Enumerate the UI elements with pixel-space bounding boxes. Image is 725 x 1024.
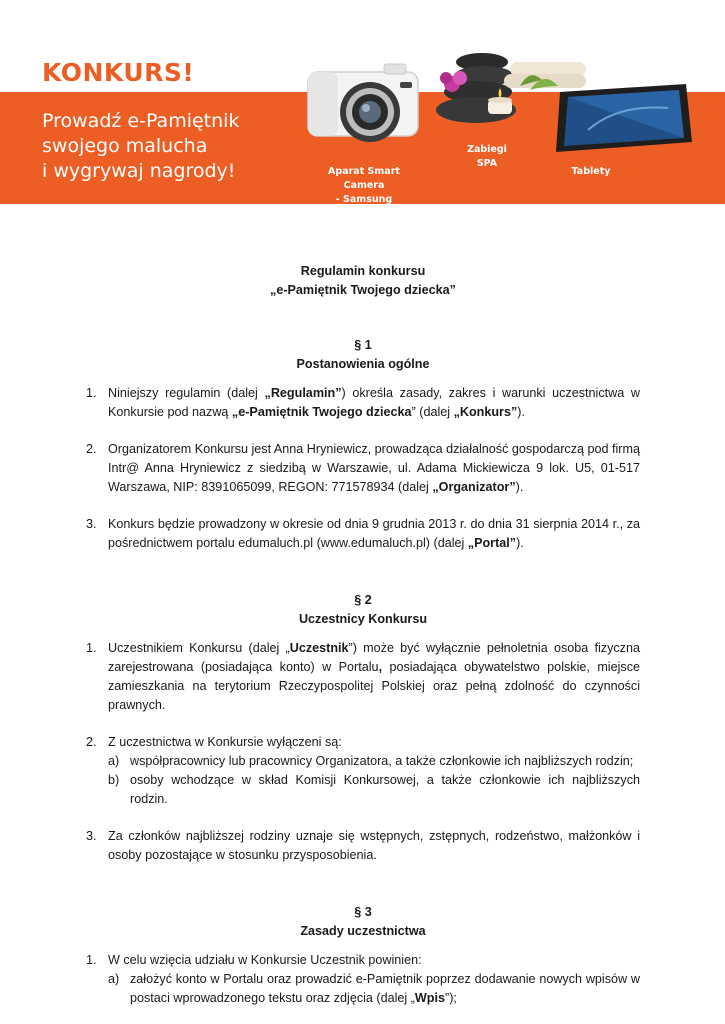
list-item — [86, 639, 640, 715]
sub-item-letter: a) — [108, 754, 120, 768]
section-title: Zasady uczestnictwa — [300, 924, 426, 938]
item-number: 1. — [86, 641, 97, 655]
banner-headline: KONKURS! — [42, 58, 195, 87]
list-item — [86, 951, 640, 1008]
title-line: „e-Pamiętnik Twojego dziecka” — [270, 283, 456, 297]
item-text: Za członków najbliższej rodziny uznaje się wstępnych, zstępnych, rodzeństwo, małżonków i osoby pozostające w stosunku przysposobienia. — [108, 829, 640, 862]
sub-item-text: założyć konto w Portalu oraz prowadzić e-Pamiętnik poprzez dodawanie nowych wpisów w postaci wprowadzonego tekstu oraz zdjęcia (dalej „Wpis”); — [130, 972, 640, 1005]
section-heading — [86, 591, 640, 629]
item-number: 2. — [86, 442, 97, 456]
sub-list — [108, 970, 640, 1008]
tagline-line: Prowadź e-Pamiętnik — [42, 110, 240, 132]
prize-camera-line: - Samsung NX2000 — [335, 194, 393, 219]
section-number: § 1 — [354, 338, 372, 352]
list-item — [86, 827, 640, 865]
section-spacer — [86, 571, 640, 591]
section-number: § 2 — [354, 593, 372, 607]
prize-spa-line: SPA — [476, 158, 498, 169]
prize-spa-line: Zabiegi — [467, 144, 507, 155]
list-item — [86, 733, 640, 809]
prize-label-spa — [462, 143, 512, 171]
section-spacer — [86, 883, 640, 903]
section-heading — [86, 336, 640, 374]
section-items — [86, 951, 640, 1008]
tagline-line: swojego malucha — [42, 135, 208, 157]
section-number: § 3 — [354, 905, 372, 919]
tablet-icon — [548, 80, 698, 156]
prize-camera-line: Aparat Smart Camera — [328, 166, 400, 191]
regulations-document — [86, 262, 640, 1024]
banner-tagline — [42, 109, 302, 184]
item-text: Organizatorem Konkursu jest Anna Hryniewicz, prowadząca działalność gospodarczą pod firmą Intr@ Anna Hryniewicz z siedzibą w Warszawie, ul. Adama Mickiewicza 9 lok. U5, 01-517 Warszawa, NIP: 8391065099, REGON: 771578934 (dalej „Organizator”). — [108, 442, 640, 494]
sub-item-letter: a) — [108, 972, 120, 986]
list-item — [86, 515, 640, 553]
tagline-line: i wygrywaj nagrody! — [42, 160, 236, 182]
list-item — [86, 440, 640, 497]
sub-list-item — [108, 752, 640, 771]
item-text: Uczestnikiem Konkursu (dalej „Uczestnik”) może być wyłącznie pełnoletnia osoba fizyczna zarejestrowana (posiadająca konto) w Portalu, posiadająca obywatelstwo polskie, miejsce zamieszkania na terytorium Rzeczypospolitej Polskiej oraz pełną zdolność do czynności prawnych. — [108, 641, 641, 712]
item-text: W celu wzięcia udziału w Konkursie Uczestnik powinien: — [108, 953, 422, 967]
item-number: 3. — [86, 829, 97, 843]
sub-item-text: osoby wchodzące w skład Komisji Konkursowej, a także członkowie ich najbliższych rodzin. — [130, 773, 640, 806]
sub-list-item — [108, 970, 640, 1008]
section-1 — [86, 336, 640, 553]
item-text: Z uczestnictwa w Konkursie wyłączeni są: — [108, 735, 342, 749]
sub-item-letter: b) — [108, 773, 120, 787]
section-heading — [86, 903, 640, 941]
sub-list — [108, 752, 640, 809]
item-number: 2. — [86, 735, 97, 749]
camera-icon — [300, 58, 430, 150]
item-number: 1. — [86, 953, 97, 967]
banner — [0, 0, 725, 219]
section-items — [86, 639, 640, 865]
item-number: 3. — [86, 517, 97, 531]
section-title: Uczestnicy Konkursu — [298, 612, 428, 626]
section-2 — [86, 591, 640, 865]
section-items — [86, 384, 640, 553]
list-item — [86, 384, 640, 422]
sub-list-item — [108, 771, 640, 809]
section-3 — [86, 903, 640, 1008]
prize-label-camera — [314, 165, 414, 221]
item-number: 1. — [86, 386, 97, 400]
prize-label-tablet: Tablety — [571, 166, 611, 177]
item-text: Konkurs będzie prowadzony w okresie od dnia 9 grudnia 2013 r. do dnia 31 sierpnia 2014 r., za pośrednictwem portalu edumaluch.pl (www.edumaluch.pl) (dalej „Portal”). — [108, 517, 640, 550]
title-line: Regulamin konkursu — [300, 264, 426, 278]
section-title: Postanowienia ogólne — [296, 357, 430, 371]
item-text: Niniejszy regulamin (dalej „Regulamin”) określa zasady, zakres i warunki uczestnictwa w Konkursie pod nazwą „e-Pamiętnik Twojego dziecka” (dalej „Konkurs”). — [108, 386, 640, 419]
sub-item-text: współpracownicy lub pracownicy Organizatora, a także członkowie ich najbliższych rodzin; — [130, 754, 634, 768]
document-title — [86, 262, 640, 300]
